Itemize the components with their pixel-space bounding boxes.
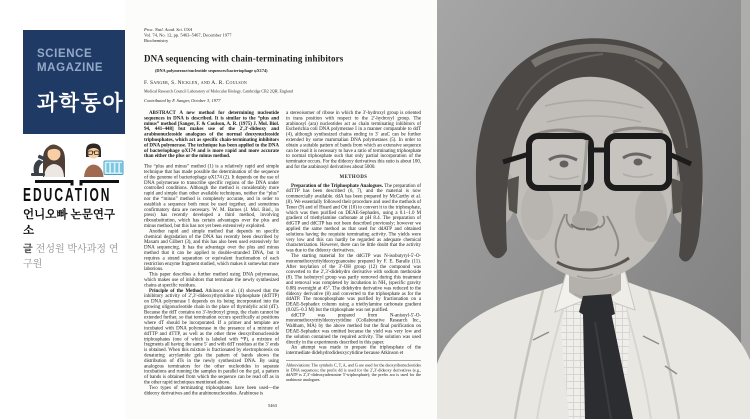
paper-authors: F. Sanger, S. Nicklen, and A. R. Coulson: [144, 79, 247, 86]
intro-paragraph-3: This paper describes a further method using DNA polymerase, which makes use of inhibitors that terminate the newly synthesized chains at specific residues.: [144, 271, 279, 288]
abbreviations-footnote: Abbreviations: The symbols C, T, A, and G are used for the deoxyribonucleotides in DNA sequences; the prefix dd is used for the 2′,3′-dideoxy derivatives (e.g., ddATP is 2′,3′-dideoxyadenosine 5′-triphosphate); the prefix ara is used for the arabinose analogues.: [286, 362, 421, 382]
paper-keywords: (DNA polymerase/nucleotide sequences/bacteriophage φX174): [155, 68, 268, 73]
abstract-text: A new method for determining nucleotide sequences in DNA is described. It is similar to the “plus and minus” method [Sanger, F. & Coulson, A. R. (1975) J. Mol. Biol. 94, 441–448] but makes use of the 2′,3′-dideoxy and arabinonucleoside analogues of the normal deoxynucleoside triphosphates, which act as specific chain-terminating inhibitors of DNA polymerase. The technique has been applied to the DNA of bacteriophage φX174 and is more rapid and more accurate than either the plus or the minus method.: [144, 110, 279, 159]
preparation-text: The preparation of ddTTP has been described (6, 7), and the material is now commercially available. ddA has been prepared by McCarthy et al. (8). We essentially followed their procedure and used the methods of Tener (9) and of Hoard and Ott (10) to convert it to the triphosphate, which was then purified on DEAE-Sephadex, using a 0.1–1.0 M gradient of triethylamine carbonate at pH 8.4. The preparation of ddGTP and ddCTP has not been described previously; however we applied the same method as that used for ddATP and obtained solutions having the requisite terminating activity. The yields were very low and this can hardly be regarded as adequate chemical characterization. However, there can be little doubt that the activity was due to the dideoxy derivatives.: [286, 182, 421, 254]
portrait-photo: [437, 0, 750, 419]
scientists-illustration: [28, 137, 125, 187]
intro-paragraph-1: The “plus and minus” method (1) is a relatively rapid and simple technique that has made possible the determination of the sequence of the genome of bacteriophage φX174 (2). It depends on the use of DNA polymerase to transcribe specific regions of the DNA under controlled conditions. Although the method is considerably more rapid and simple than other available techniques, neither the “plus” nor the “minus” method is completely accurate, and in order to establish a sequence both must be used together, and sometimes confirmatory data are necessary. W. M. Barnes (J. Mol. Biol., in press) has recently developed a third method, involving ribosubstitution, which has certain advantages over the plus and minus method, but this has not yet been extensively exploited.: [144, 163, 279, 229]
magazine-logo-korean: 과학동아: [37, 92, 125, 115]
page-number: 5463: [268, 403, 277, 408]
lab-name: 언니오빠 논문연구소: [23, 209, 116, 237]
right-paragraph-1: a stereoisomer of ribose in which the 3′-hydroxyl group is oriented in trans position with respect to the 2′-hydroxyl group. The arabinosyl (ara) nucleotides act as chain terminating inhibitors of Escherichia coli DNA polymerase I in a manner comparable to ddT (4), although synthesized chains ending in 3′ araC can be further extended by some mammalian DNA polymerases (5). In order to obtain a suitable pattern of bands from which an extensive sequence can be read it is necessary to have a ratio of terminating triphosphate to normal triphosphate such that only partial incorporation of the terminator occurs. For the dideoxy derivatives this ratio is about 100, and for the arabinosyl derivatives about 5000.: [286, 110, 421, 170]
abstract-label: ABSTRACT: [149, 110, 176, 116]
intro-paragraph-5: Two types of terminating triphosphates have been used—the dideoxy derivatives and the arabinonucleosides. Arabinose is: [144, 384, 279, 396]
abstract: [144, 111, 279, 160]
preparation-paragraph: [286, 183, 421, 253]
right-paragraph-4: ddCTP was prepared from N-anisoyl-5′-O-monomethoxytrityldeoxycytidine (Collaborative Research Inc., Waltham, MA) by the above method but the final purification on DEAE-Sephadex was omitted because the yield was very low and the solution contained the required activity. The solution was used directly in the experiments described in this paper.: [286, 312, 421, 345]
magazine-sidebar: [0, 0, 125, 419]
paper-page: [125, 0, 437, 419]
principle-text: Atkinson et al. (4) showed that the inhibitory activity of 2′,3′-dideoxythymidine triphosphate (ddTTP) on DNA polymerase I depends on its being incorporated into the growing oligonucleotide chain in the place of thymidylic acid (dT). Because the ddT contains no 3′-hydroxyl group, the chain cannot be extended further, so that termination occurs specifically at positions where dT should be incorporated. If a primer and template are incubated with DNA polymerase in the presence of a mixture of ddTTP and dTTP, as well as the other three deoxyribonucleoside triphosphates (one of which is labeled with ³²P), a mixture of fragments all having the same 5′ and with ddT residues at the 3′ ends is obtained. When this mixture is fractionated by electrophoresis on denaturing acrylamide gels the pattern of bands shows the distribution of dTs in the newly synthesized DNA. By using analogous terminators for the other nucleotides in separate incubations and running the samples in parallel on the gel, a pattern of bands is obtained from which the sequence can be read off as in the other rapid techniques mentioned above.: [144, 287, 279, 386]
preparation-label: Preparation of the Triphosphate Analogues.: [291, 182, 383, 189]
column-right: [286, 111, 421, 397]
methods-heading: METHODS: [339, 174, 368, 180]
intro-paragraph-2: Another rapid and simple method that depends on specific chemical degradation of the DNA has recently been described by Maxam and Gilbert (3), and this has also been used extensively for DNA sequencing. It has the advantage over the plus and minus method that it can be applied to double-stranded DNA, but it requires a strand separation or equivalent fractionation of each restriction enzyme fragment studied, which makes it somewhat more laborious.: [144, 228, 279, 272]
magazine-logo: [23, 30, 125, 134]
education-label: EDUCATION: [23, 184, 112, 207]
right-paragraph-3: The starting material for the ddGTP was N-isobutyryl-5′-O-monomethoxytrityldeoxyguanosine prepared by F. E. Baralle (11). After tosylation of the 3′-OH group (12) the compound was converted to the 2′,3′-didehydro derivative with sodium methoxide (8). The isobutyryl group was partly removed during this treatment and removal was completed by incubation in NH₃ (specific gravity 0.88) overnight at 45°. The didehydro derivative was reduced to the dideoxy derivative (8) and converted to the triphosphate as for the ddATP. The monophosphate was purified by fractionation on a DEAE-Sephadex column using a triethylamine carbonate gradient (0.025–0.3 M) but the triphosphate was not purified.: [286, 252, 421, 313]
byline-prefix: 글: [23, 244, 33, 255]
paper-contributed: Contributed by F. Sanger, October 3, 1977: [144, 98, 221, 103]
paper-title: DNA sequencing with chain-terminating inhibitors: [144, 53, 344, 64]
right-paragraph-5: An attempt was made to prepare the triphosphate of the intermediate didehydrodideoxycytidine because Atkinson et: [286, 344, 421, 356]
paper-content: [125, 0, 437, 419]
journal-section: Biochemistry: [144, 38, 169, 43]
principle-paragraph: [144, 288, 279, 385]
journal-name: Proc. Natl. Acad. Sci. USA: [144, 27, 193, 32]
paper-affiliation: Medical Research Council Laboratory of Molecular Biology, Cambridge CB2 2QH, England: [144, 89, 293, 94]
man-scientist-icon: [84, 144, 104, 178]
magazine-logo-english: [37, 47, 125, 75]
byline: [23, 240, 125, 270]
journal-header: [144, 27, 421, 44]
principle-label: Principle of the Method.: [149, 287, 204, 294]
column-left: [144, 111, 279, 397]
magazine-logo-line2: MAGAZINE: [37, 62, 104, 74]
paper-columns: [144, 111, 421, 397]
woman-scientist-icon: [43, 145, 65, 178]
test-tubes-icon: [104, 161, 123, 175]
byline-author: 전성원 박사과정 연구원: [23, 244, 119, 270]
journal-issue: Vol. 74, No. 12, pp. 5463–5467, December 1977: [144, 32, 232, 38]
magazine-logo-line1: SCIENCE: [37, 48, 93, 60]
